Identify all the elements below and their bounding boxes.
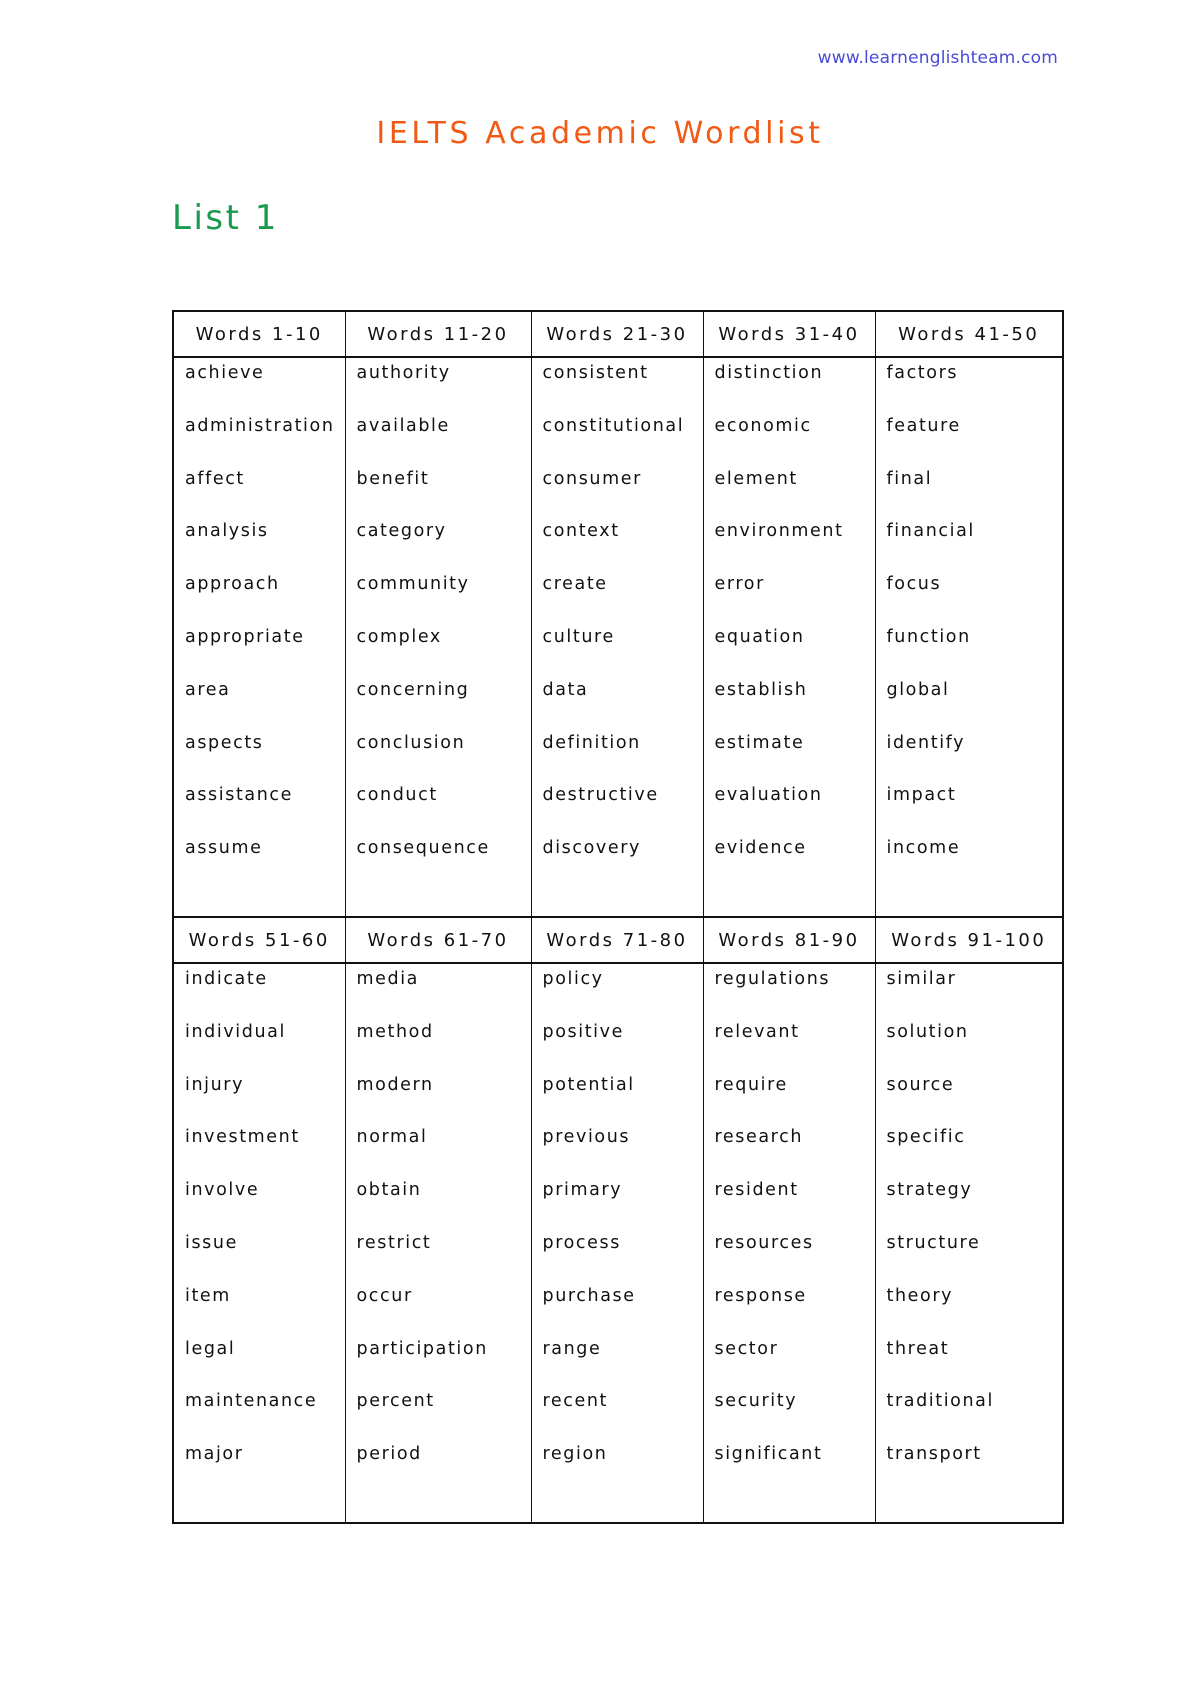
wordlist-table bbox=[172, 310, 1064, 1524]
word-item: evaluation bbox=[714, 785, 823, 806]
word-item: security bbox=[714, 1391, 798, 1412]
word-item: solution bbox=[886, 1021, 969, 1042]
word-item: conduct bbox=[356, 785, 438, 806]
word-item: potential bbox=[542, 1074, 635, 1095]
word-item: major bbox=[185, 1444, 244, 1465]
word-item: research bbox=[714, 1127, 804, 1148]
word-list bbox=[357, 968, 531, 1496]
word-item: similar bbox=[886, 969, 957, 989]
column-header: Words 91-100 bbox=[875, 917, 1063, 963]
word-column bbox=[173, 963, 345, 1523]
word-item: investment bbox=[185, 1127, 300, 1148]
word-item: complex bbox=[356, 626, 442, 647]
word-item: resources bbox=[714, 1232, 814, 1253]
word-item: purchase bbox=[542, 1285, 636, 1306]
word-column bbox=[875, 357, 1063, 917]
word-item: factors bbox=[886, 363, 959, 383]
word-item: primary bbox=[542, 1180, 623, 1201]
word-list bbox=[357, 362, 531, 890]
word-item: concerning bbox=[356, 679, 470, 700]
word-item: previous bbox=[542, 1127, 631, 1148]
word-column bbox=[875, 963, 1063, 1523]
word-item: traditional bbox=[886, 1391, 994, 1412]
word-item: estimate bbox=[714, 732, 805, 753]
word-item: consistent bbox=[542, 363, 649, 383]
word-item: restrict bbox=[356, 1232, 432, 1253]
word-item: feature bbox=[886, 415, 961, 436]
word-item: authority bbox=[356, 363, 451, 383]
word-item: resident bbox=[714, 1180, 799, 1201]
word-item: culture bbox=[542, 626, 615, 647]
word-item: positive bbox=[542, 1021, 624, 1042]
word-item: element bbox=[714, 468, 798, 489]
word-item: regulations bbox=[714, 969, 831, 989]
word-item: assistance bbox=[185, 785, 294, 806]
word-list bbox=[887, 362, 1063, 890]
word-item: income bbox=[886, 838, 961, 859]
word-item: participation bbox=[356, 1338, 488, 1359]
table-row bbox=[173, 963, 1063, 1523]
word-item: region bbox=[542, 1444, 608, 1465]
word-item: analysis bbox=[185, 521, 269, 542]
word-item: injury bbox=[185, 1074, 245, 1095]
column-header: Words 71-80 bbox=[531, 917, 703, 963]
table-header-row bbox=[173, 917, 1063, 963]
word-item: establish bbox=[714, 679, 808, 700]
word-item: approach bbox=[185, 574, 280, 595]
word-column bbox=[703, 963, 875, 1523]
word-item: theory bbox=[886, 1285, 954, 1306]
table-row bbox=[173, 357, 1063, 917]
word-item: policy bbox=[542, 969, 604, 989]
word-item: relevant bbox=[714, 1021, 800, 1042]
word-item: community bbox=[356, 574, 470, 595]
word-item: item bbox=[185, 1285, 231, 1306]
word-item: data bbox=[542, 679, 589, 700]
word-item: destructive bbox=[542, 785, 659, 806]
word-item: indicate bbox=[185, 969, 268, 989]
word-column bbox=[531, 963, 703, 1523]
word-item: error bbox=[714, 574, 765, 595]
word-item: significant bbox=[714, 1444, 823, 1465]
word-item: legal bbox=[185, 1338, 236, 1359]
word-item: specific bbox=[886, 1127, 966, 1148]
document-title: IELTS Academic Wordlist bbox=[376, 116, 824, 151]
word-item: process bbox=[542, 1232, 621, 1253]
word-item: definition bbox=[542, 732, 641, 753]
column-header: Words 61-70 bbox=[345, 917, 531, 963]
word-item: distinction bbox=[714, 363, 824, 383]
word-item: method bbox=[356, 1021, 434, 1042]
word-column bbox=[703, 357, 875, 917]
word-item: evidence bbox=[714, 838, 807, 859]
word-item: identify bbox=[886, 732, 966, 753]
word-item: aspects bbox=[185, 732, 264, 753]
word-column bbox=[345, 963, 531, 1523]
word-item: obtain bbox=[356, 1180, 422, 1201]
word-item: category bbox=[356, 521, 447, 542]
word-item: sector bbox=[714, 1338, 779, 1359]
word-item: appropriate bbox=[185, 626, 305, 647]
word-item: involve bbox=[185, 1180, 260, 1201]
word-column bbox=[531, 357, 703, 917]
column-header: Words 21-30 bbox=[531, 311, 703, 357]
site-url-link[interactable]: www.learnenglishteam.com bbox=[817, 48, 1058, 68]
word-list bbox=[543, 968, 703, 1496]
word-item: occur bbox=[356, 1285, 413, 1306]
word-list bbox=[715, 362, 875, 890]
word-item: maintenance bbox=[185, 1391, 318, 1412]
word-item: individual bbox=[185, 1021, 286, 1042]
column-header: Words 51-60 bbox=[173, 917, 345, 963]
word-item: conclusion bbox=[356, 732, 466, 753]
word-list bbox=[185, 968, 345, 1496]
word-item: global bbox=[886, 679, 950, 700]
word-item: final bbox=[886, 468, 933, 489]
column-header: Words 31-40 bbox=[703, 311, 875, 357]
word-item: source bbox=[886, 1074, 955, 1095]
word-item: focus bbox=[886, 574, 942, 595]
word-item: affect bbox=[185, 468, 245, 489]
word-item: recent bbox=[542, 1391, 609, 1412]
word-list bbox=[715, 968, 875, 1496]
list-heading: List 1 bbox=[172, 198, 279, 238]
word-item: require bbox=[714, 1074, 788, 1095]
word-item: environment bbox=[714, 521, 844, 542]
word-item: benefit bbox=[356, 468, 430, 489]
word-item: equation bbox=[714, 626, 805, 647]
column-header: Words 41-50 bbox=[875, 311, 1063, 357]
word-item: issue bbox=[185, 1232, 238, 1253]
word-item: transport bbox=[886, 1444, 982, 1465]
column-header: Words 1-10 bbox=[173, 311, 345, 357]
word-item: assume bbox=[185, 838, 263, 859]
word-item: period bbox=[356, 1444, 422, 1465]
word-item: consequence bbox=[356, 838, 490, 859]
word-item: discovery bbox=[542, 838, 641, 859]
word-item: normal bbox=[356, 1127, 428, 1148]
word-list bbox=[887, 968, 1063, 1496]
word-column bbox=[345, 357, 531, 917]
word-item: impact bbox=[886, 785, 957, 806]
word-list bbox=[185, 362, 345, 890]
word-item: consumer bbox=[542, 468, 642, 489]
word-item: threat bbox=[886, 1338, 950, 1359]
word-item: media bbox=[356, 969, 420, 989]
word-item: create bbox=[542, 574, 608, 595]
word-column bbox=[173, 357, 345, 917]
column-header: Words 11-20 bbox=[345, 311, 531, 357]
word-item: available bbox=[356, 415, 450, 436]
word-item: function bbox=[886, 626, 971, 647]
word-item: modern bbox=[356, 1074, 434, 1095]
word-item: achieve bbox=[185, 363, 265, 383]
word-list bbox=[543, 362, 703, 890]
word-item: area bbox=[185, 679, 231, 700]
wordlist-table-body bbox=[173, 311, 1063, 1523]
word-item: structure bbox=[886, 1232, 981, 1253]
word-item: context bbox=[542, 521, 620, 542]
word-item: range bbox=[542, 1338, 602, 1359]
word-item: strategy bbox=[886, 1180, 973, 1201]
word-item: financial bbox=[886, 521, 975, 542]
column-header: Words 81-90 bbox=[703, 917, 875, 963]
word-item: response bbox=[714, 1285, 807, 1306]
word-item: constitutional bbox=[542, 415, 685, 436]
table-header-row bbox=[173, 311, 1063, 357]
word-item: percent bbox=[356, 1391, 435, 1412]
word-item: administration bbox=[185, 415, 335, 436]
word-item: economic bbox=[714, 415, 812, 436]
